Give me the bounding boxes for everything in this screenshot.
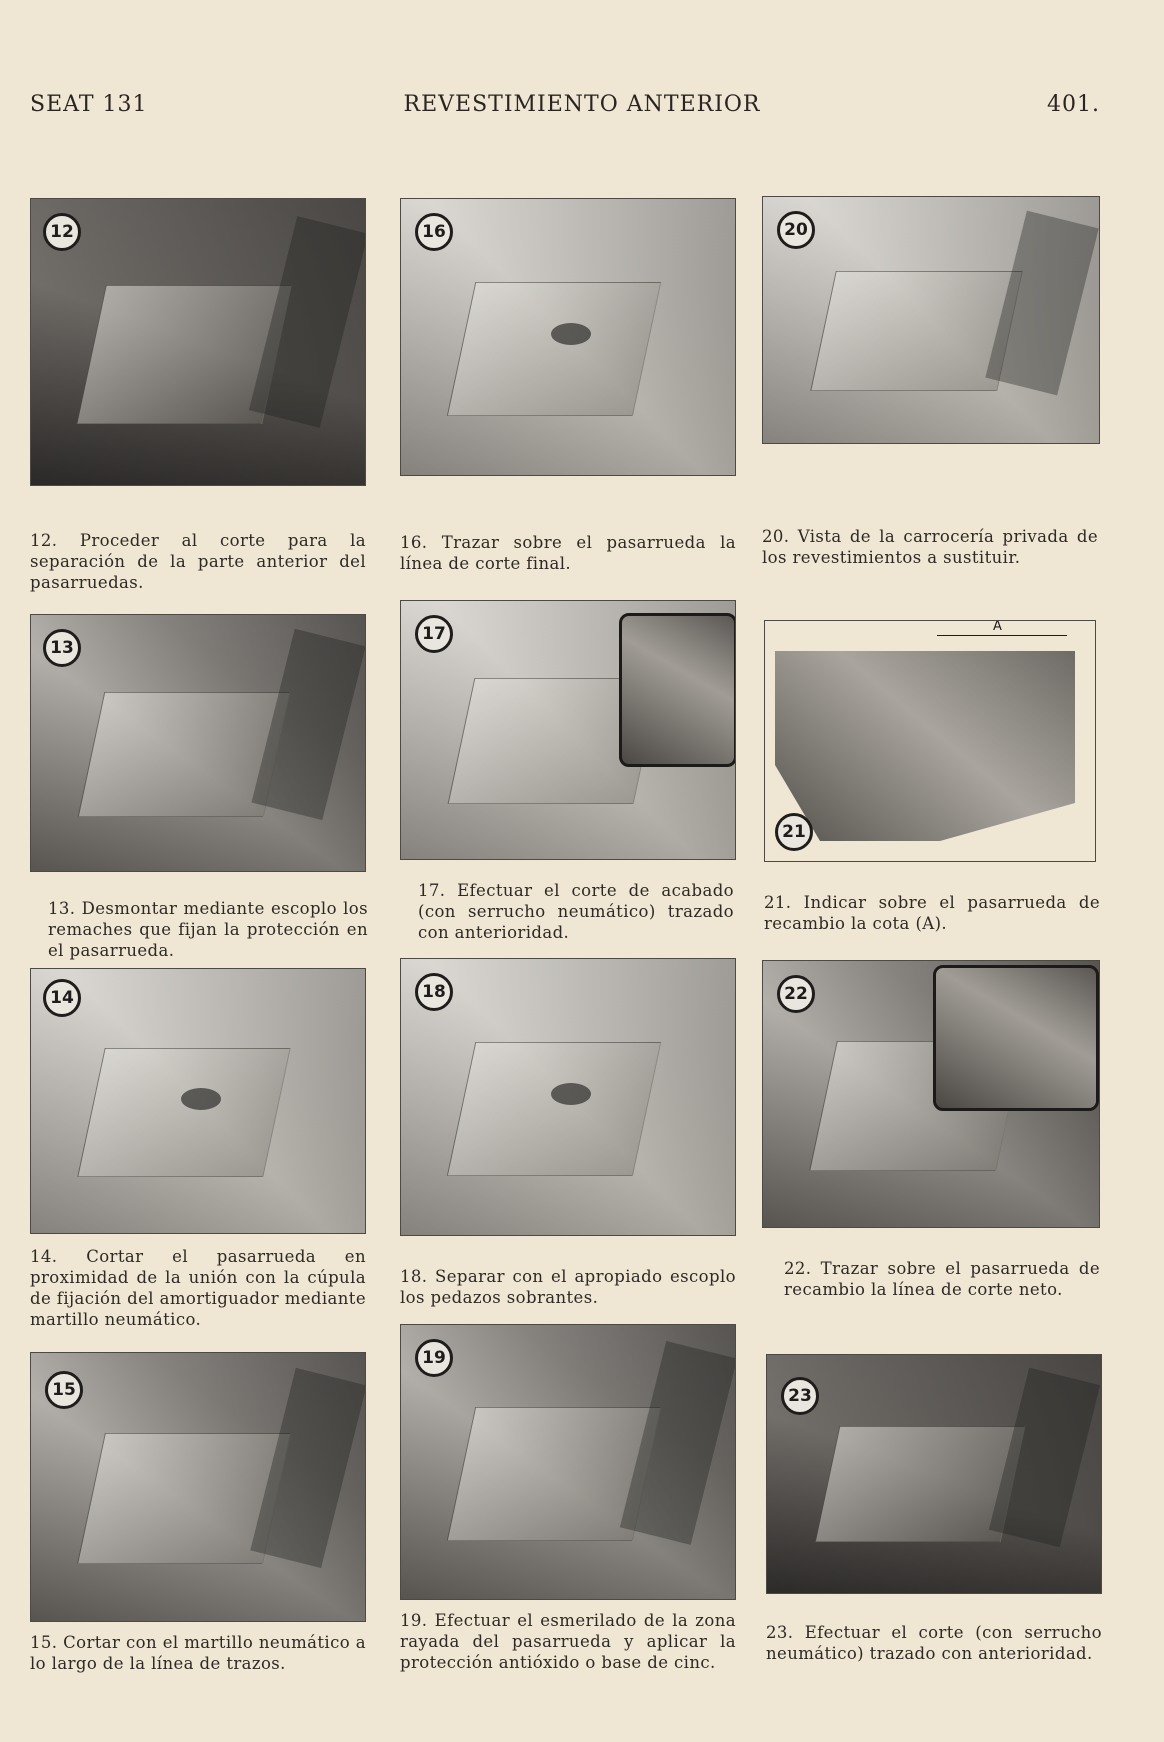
caption-13: 13. Desmontar mediante escoplo los remaches que fijan la protección en el pasarrueda. [48, 899, 368, 960]
figure-13-badge: 13 [43, 629, 81, 667]
photo-15 [30, 1352, 366, 1622]
figure-21-badge: 21 [775, 813, 813, 851]
figure-15-badge: 15 [45, 1371, 83, 1409]
photo-23 [766, 1354, 1102, 1594]
photo-12 [30, 198, 366, 486]
photo-14-panel [77, 1048, 290, 1177]
photo-20 [762, 196, 1100, 444]
dimension-line-a [937, 635, 1067, 648]
photo-16 [400, 198, 736, 476]
photo-19 [400, 1324, 736, 1600]
caption-17: 17. Efectuar el corte de acabado (con serrucho neumático) trazado con anterioridad. [418, 881, 734, 942]
photo-17 [400, 600, 736, 860]
photo-21-wheel-arch-part [775, 651, 1075, 841]
caption-23: 23. Efectuar el corte (con serrucho neumático) trazado con anterioridad. [766, 1623, 1102, 1663]
photo-18-panel [447, 1042, 661, 1176]
photo-18 [400, 958, 736, 1236]
dimension-label-a: A [993, 620, 1002, 634]
caption-18: 18. Separar con el apropiado escoplo los pedazos sobrantes. [400, 1267, 736, 1307]
page-header-title: REVESTIMIENTO ANTERIOR [403, 92, 761, 117]
photo-22 [762, 960, 1100, 1228]
caption-16: 16. Trazar sobre el pasarrueda la línea de corte final. [400, 533, 736, 573]
photo-21 [764, 620, 1096, 862]
figure-19-badge: 19 [415, 1339, 453, 1377]
caption-14: 14. Cortar el pasarrueda en proximidad de la unión con la cúpula de fijación del amortiguador mediante martillo neumático. [30, 1247, 366, 1329]
caption-20: 20. Vista de la carrocería privada de los revestimientos a sustituir. [762, 527, 1098, 567]
photo-13 [30, 614, 366, 872]
photo-17-detail-inset [619, 613, 736, 767]
figure-14-badge: 14 [43, 979, 81, 1017]
caption-21: 21. Indicar sobre el pasarrueda de recambio la cota (A). [764, 893, 1100, 933]
caption-15: 15. Cortar con el martillo neumático a lo largo de la línea de trazos. [30, 1633, 366, 1673]
page-header-left: SEAT 131 [30, 92, 148, 117]
caption-19: 19. Efectuar el esmerilado de la zona rayada del pasarrueda y aplicar la protección antióxido o base de cinc. [400, 1611, 736, 1672]
figure-22-badge: 22 [777, 975, 815, 1013]
figure-18-badge: 18 [415, 973, 453, 1011]
caption-12: 12. Proceder al corte para la separación de la parte anterior del pasarruedas. [30, 531, 366, 592]
photo-14-hole [181, 1088, 221, 1110]
page-number: 401. [1047, 92, 1100, 117]
figure-20-badge: 20 [777, 211, 815, 249]
figure-17-badge: 17 [415, 615, 453, 653]
photo-16-panel [447, 282, 661, 416]
photo-14 [30, 968, 366, 1234]
figure-12-badge: 12 [43, 213, 81, 251]
photo-22-detail-inset [933, 965, 1099, 1111]
figure-23-badge: 23 [781, 1377, 819, 1415]
figure-16-badge: 16 [415, 213, 453, 251]
caption-22: 22. Trazar sobre el pasarrueda de recambio la línea de corte neto. [784, 1259, 1100, 1299]
